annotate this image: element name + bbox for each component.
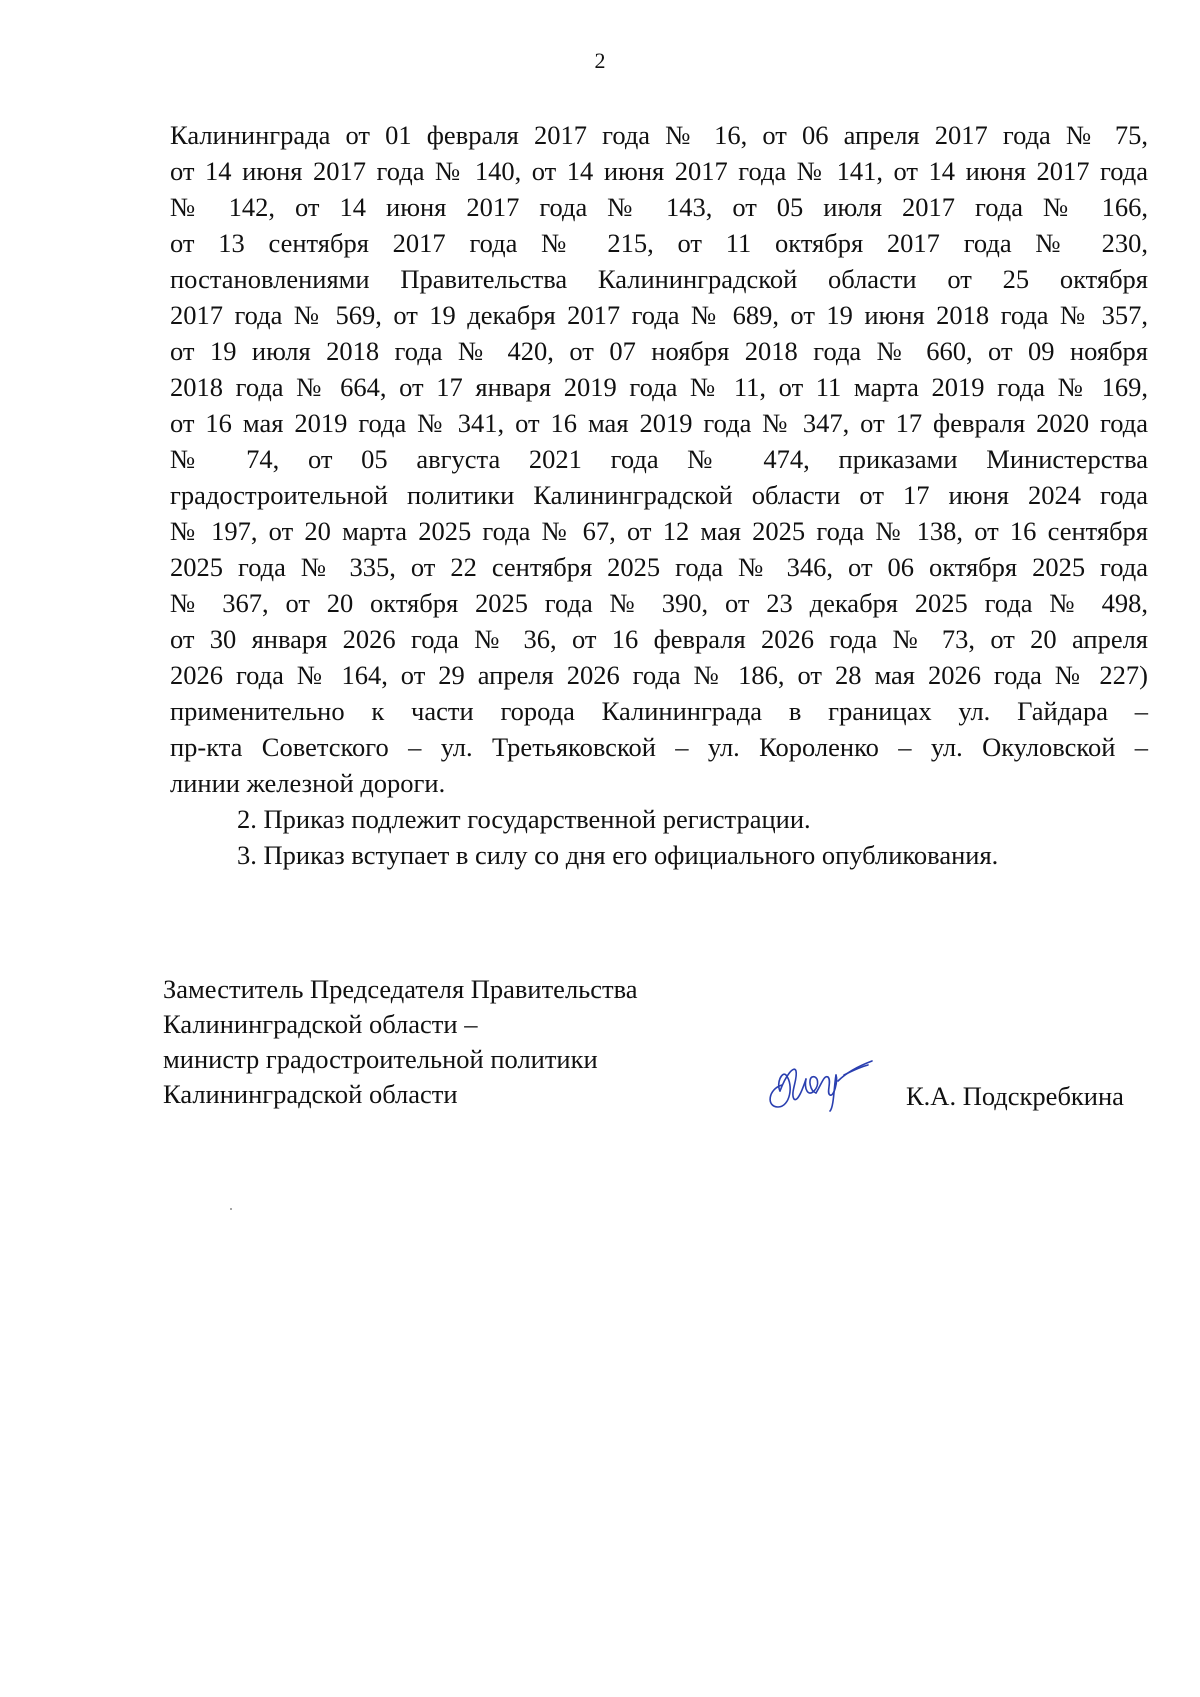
scan-speck — [230, 1208, 232, 1210]
paragraph-effective-date: 3. Приказ вступает в силу со дня его официального опубликования. — [237, 840, 999, 870]
signatory-position-line: министр градостроительной политики — [163, 1044, 598, 1074]
body-line: № 142, от 14 июня 2017 года № 143, от 05 июля 2017 года № 166, — [170, 192, 1148, 222]
body-line: 2017 года № 569, от 19 декабря 2017 года № 689, от 19 июня 2018 года № 357, — [170, 300, 1148, 330]
body-line: от 16 мая 2019 года № 341, от 16 мая 2019 года № 347, от 17 февраля 2020 года — [170, 408, 1148, 438]
body-line: от 19 июля 2018 года № 420, от 07 ноября 2018 года № 660, от 09 ноября — [170, 336, 1148, 366]
signatory-position-line: Калининградской области — [163, 1079, 458, 1109]
body-line: применительно к части города Калининграда в границах ул. Гайдара – — [170, 696, 1148, 726]
body-line: № 367, от 20 октября 2025 года № 390, от 23 декабря 2025 года № 498, — [170, 588, 1148, 618]
body-line: 2018 года № 664, от 17 января 2019 года № 11, от 11 марта 2019 года № 169, — [170, 372, 1148, 402]
body-line: № 197, от 20 марта 2025 года № 67, от 12 мая 2025 года № 138, от 16 сентября — [170, 516, 1148, 546]
body-paragraph — [170, 117, 1148, 801]
page-number: 2 — [594, 48, 606, 73]
body-line: градостроительной политики Калининградской области от 17 июня 2024 года — [170, 480, 1148, 510]
signatory-position-line: Калининградской области – — [163, 1009, 478, 1039]
body-line: 2026 года № 164, от 29 апреля 2026 года № 186, от 28 мая 2026 года № 227) — [170, 660, 1148, 690]
paragraph-registration: 2. Приказ подлежит государственной регистрации. — [237, 804, 811, 834]
body-line: линии железной дороги. — [170, 768, 446, 798]
body-line: № 74, от 05 августа 2021 года № 474, приказами Министерства — [170, 444, 1148, 474]
body-line: пр-кта Советского – ул. Третьяковской – ул. Короленко – ул. Окуловской – — [170, 732, 1148, 762]
body-line: от 13 сентября 2017 года № 215, от 11 октября 2017 года № 230, — [170, 228, 1148, 258]
handwritten-signature-icon — [760, 1045, 880, 1115]
signatory-position-line: Заместитель Председателя Правительства — [163, 974, 638, 1004]
body-line: постановлениями Правительства Калининградской области от 25 октября — [170, 264, 1148, 294]
signatory-name: К.А. Подскребкина — [906, 1081, 1124, 1111]
body-line: от 30 января 2026 года № 36, от 16 февраля 2026 года № 73, от 20 апреля — [170, 624, 1148, 654]
body-line: 2025 года № 335, от 22 сентября 2025 года № 346, от 06 октября 2025 года — [170, 552, 1148, 582]
signatory-position — [163, 972, 638, 1112]
body-line: от 14 июня 2017 года № 140, от 14 июня 2017 года № 141, от 14 июня 2017 года — [170, 156, 1148, 186]
body-line: Калининграда от 01 февраля 2017 года № 16, от 06 апреля 2017 года № 75, — [170, 120, 1148, 150]
